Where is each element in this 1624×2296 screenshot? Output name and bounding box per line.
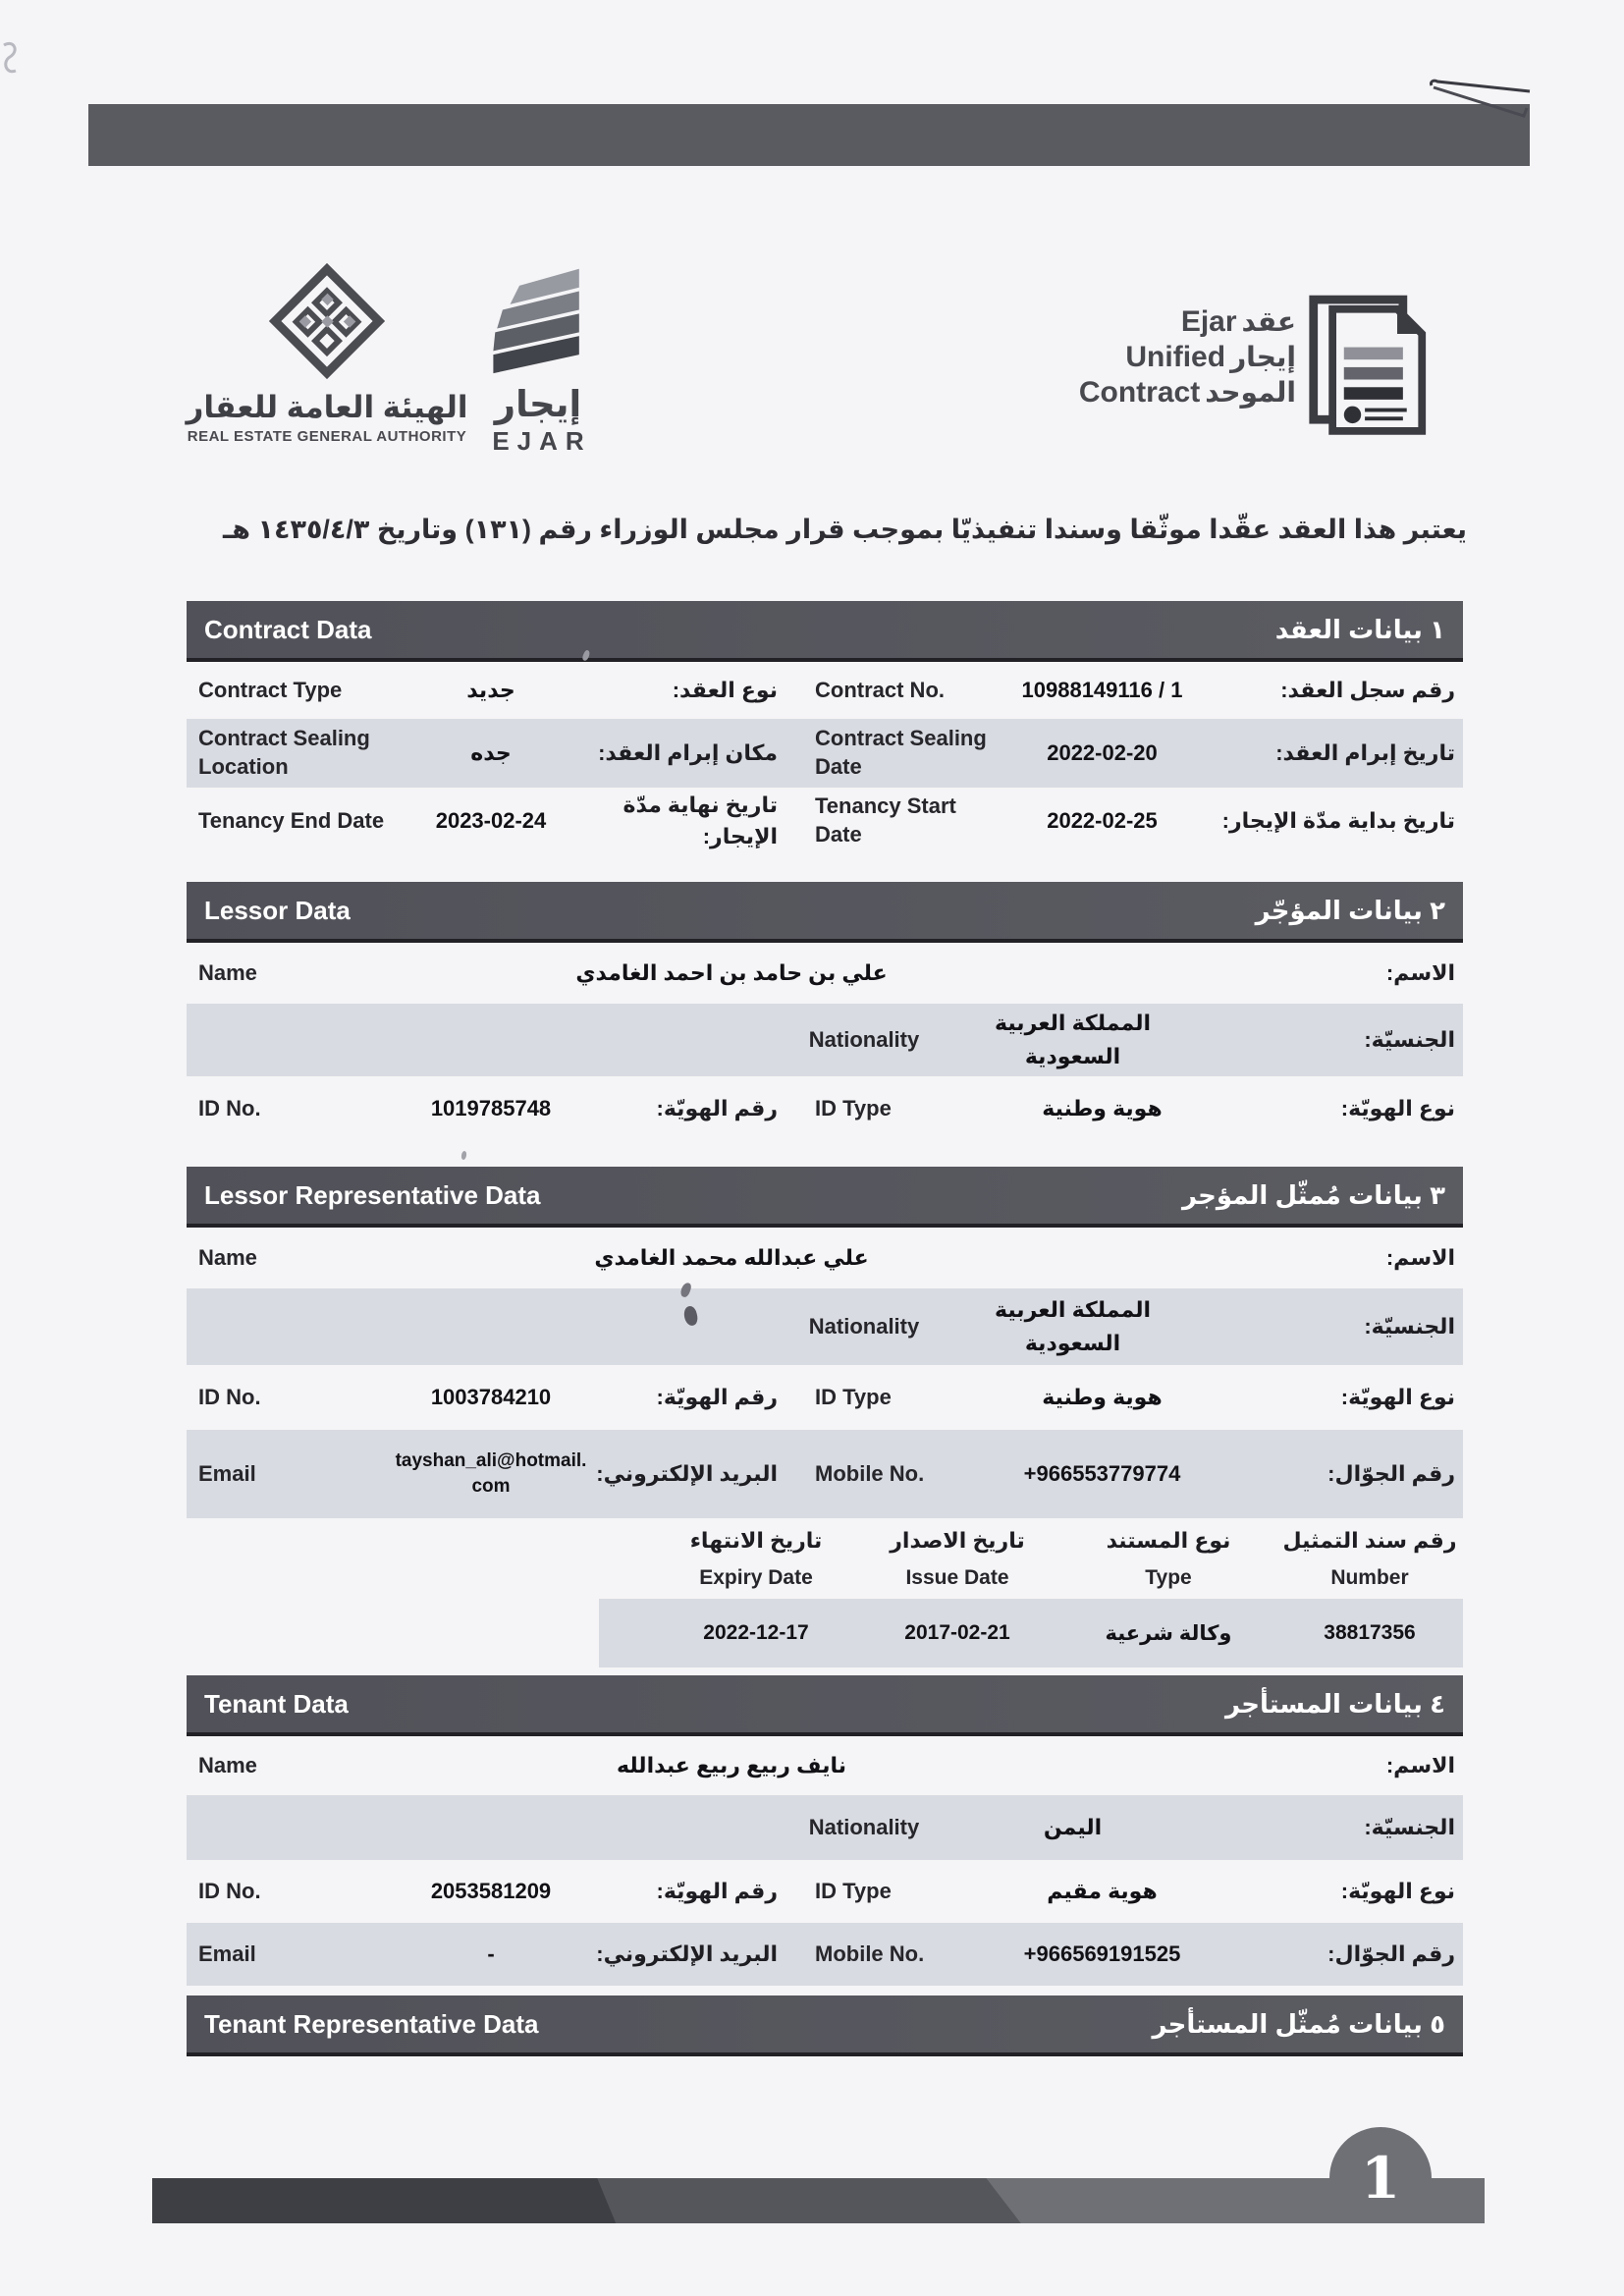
field-value: جديد <box>466 678 515 702</box>
doc-header-en: Expiry Date <box>699 1566 813 1590</box>
ejar-stripes-icon <box>482 263 594 377</box>
field-label-en: Tenancy End Date <box>198 807 385 833</box>
scan-artifact-wire <box>1414 61 1542 122</box>
doc-header-ar: نوع المستند <box>1106 1528 1231 1554</box>
section-title-ar: ٢ بيانات المؤجّر <box>1255 895 1445 925</box>
section-title-en: Contract Data <box>204 614 372 644</box>
table-row <box>187 1736 1463 1795</box>
field-label-ar: نوع الهويّة: <box>1340 1879 1455 1904</box>
field-label-ar: تاريخ بداية مدّة الإيجار: <box>1221 808 1455 834</box>
badge-ar-2: إيجار <box>1230 342 1296 372</box>
doc-header-ar: رقم سند التمثيل <box>1282 1528 1457 1554</box>
representation-doc-values-row <box>599 1599 1463 1667</box>
scan-artifact-mark <box>0 37 29 86</box>
field-label-en: ID No. <box>198 1878 261 1903</box>
doc-column-header <box>854 1525 1060 1591</box>
field-label-en: Nationality <box>808 1313 920 1339</box>
ejar-logo <box>469 263 607 457</box>
field-label-ar: رقم الهويّة: <box>656 1385 778 1410</box>
page-number: 1 <box>1360 2145 1401 2212</box>
doc-header-en: Issue Date <box>905 1566 1009 1590</box>
ejar-title-arabic: إيجار <box>494 384 582 424</box>
rega-title-arabic: الهيئة العامة للعقار <box>186 390 468 424</box>
rega-title-english: REAL ESTATE GENERAL AUTHORITY <box>187 428 467 445</box>
field-label-en: Contract No. <box>815 677 945 702</box>
table-row <box>187 1860 1463 1923</box>
badge-ar-1: عقد <box>1241 306 1296 337</box>
field-label-en: Mobile No. <box>815 1941 925 1966</box>
section-header-lessor-data <box>187 882 1463 943</box>
table-row <box>187 1430 1463 1518</box>
field-value: هوية مقيم <box>1047 1879 1158 1903</box>
field-label-en: Mobile No. <box>815 1460 925 1486</box>
field-value: 10988149116 / 1 <box>1021 678 1183 702</box>
badge-line-2 <box>1125 340 1296 375</box>
doc-column-header <box>658 1525 854 1591</box>
field-value: 1019785748 <box>430 1096 552 1121</box>
unified-contract-badge <box>1078 291 1434 438</box>
field-label-ar: نوع الهويّة: <box>1340 1096 1455 1121</box>
section-title-en: Lessor Data <box>204 895 351 925</box>
representation-doc-header-row <box>599 1518 1463 1599</box>
field-label-ar: تاريخ نهاية مدّة الإيجار: <box>623 793 778 848</box>
table-row <box>187 1004 1463 1076</box>
document-icon <box>1306 291 1430 438</box>
table-row <box>187 1288 1463 1365</box>
field-value: هوية وطنية <box>1042 1385 1163 1409</box>
section-title-en: Tenant Data <box>204 1688 349 1719</box>
field-label-ar: رقم سجل العقد: <box>1280 678 1455 703</box>
footer-bar <box>152 2178 1485 2223</box>
section-header-lessor-representative <box>187 1167 1463 1228</box>
badge-line-3 <box>1079 375 1296 410</box>
field-label-en: Contract Sealing Date <box>815 726 987 779</box>
badge-line-1 <box>1181 304 1296 340</box>
doc-header-en: Type <box>1145 1566 1192 1590</box>
field-label-en: ID Type <box>815 1095 892 1121</box>
field-label-en: ID Type <box>815 1878 892 1903</box>
field-label-en: Name <box>198 959 257 985</box>
field-label-en: Contract Sealing Location <box>198 726 370 779</box>
field-label-ar: الاسم: <box>1385 960 1455 986</box>
top-divider-bar <box>88 104 1530 166</box>
section-title-en: Lessor Representative Data <box>204 1179 541 1210</box>
doc-column-header <box>1060 1525 1276 1591</box>
doc-value: 38817356 <box>1324 1621 1416 1644</box>
field-label-en: Nationality <box>808 1026 920 1052</box>
doc-header-ar: تاريخ الانتهاء <box>689 1528 823 1554</box>
field-value: نايف ربيع ربيع عبدالله <box>616 1753 847 1777</box>
section-header-contract-data <box>187 601 1463 662</box>
table-row <box>187 943 1463 1004</box>
field-label-ar: نوع الهويّة: <box>1340 1385 1455 1410</box>
field-label-ar: رقم الهويّة: <box>656 1879 778 1904</box>
section-title-en: Tenant Representative Data <box>204 2008 539 2039</box>
section-title-ar: ١ بيانات العقد <box>1274 614 1445 644</box>
field-label-en: Tenancy Start Date <box>815 793 956 847</box>
badge-en-3: Contract <box>1078 376 1201 409</box>
legal-intro-line: يعتبر هذا العقد عقّدا موثّقا وسندا تنفيذيّا بموجب قرار مجلس الوزراء رقم (١٣١) وتاريخ ١٤٣٥/٤/٣ هـ <box>223 515 1467 544</box>
field-value: +966553779774 <box>1023 1461 1181 1486</box>
field-value: 2022-02-25 <box>1047 808 1158 833</box>
field-label-en: Nationality <box>808 1814 920 1839</box>
field-label-ar: البريد الإلكتروني: <box>596 1941 778 1967</box>
field-label-ar: الجنسيّة: <box>1364 1027 1455 1053</box>
field-value: هوية وطنية <box>1042 1096 1163 1121</box>
field-value: +966569191525 <box>1023 1941 1181 1966</box>
field-value: 2023-02-24 <box>435 808 547 833</box>
field-value: 2053581209 <box>430 1879 552 1903</box>
field-value: tayshan_ali@hotmail.com <box>395 1450 587 1497</box>
field-label-en: Contract Type <box>198 677 343 702</box>
field-value: - <box>487 1941 495 1966</box>
table-row <box>187 1076 1463 1141</box>
doc-header-en: Number <box>1330 1566 1409 1590</box>
field-label-en: Email <box>198 1941 256 1966</box>
field-label-en: ID No. <box>198 1384 261 1409</box>
section-title-ar: ٤ بيانات المستأجر <box>1225 1688 1445 1719</box>
contract-tables <box>187 601 1463 2056</box>
section-header-tenant-representative <box>187 1995 1463 2056</box>
field-value: اليمن <box>1043 1815 1103 1839</box>
field-value: 1003784210 <box>430 1385 552 1409</box>
table-row <box>187 662 1463 719</box>
badge-en-1: Ejar <box>1180 305 1237 338</box>
table-row <box>187 1795 1463 1860</box>
field-label-ar: نوع العقد: <box>672 678 778 703</box>
ejar-title-english: EJAR <box>492 426 592 456</box>
field-label-en: Email <box>198 1460 256 1486</box>
doc-value: وكالة شرعية <box>1105 1621 1232 1645</box>
field-label-ar: البريد الإلكتروني: <box>596 1461 778 1487</box>
rega-diamond-icon <box>269 263 385 379</box>
table-row <box>187 719 1463 788</box>
doc-column-header <box>1276 1525 1463 1591</box>
field-label-en: Name <box>198 1244 257 1270</box>
field-label-ar: رقم الجوّال: <box>1327 1941 1455 1967</box>
rega-logo <box>175 263 479 445</box>
field-value: علي بن حامد بن احمد الغامدي <box>575 960 888 985</box>
field-label-en: Name <box>198 1752 257 1777</box>
badge-text <box>1078 304 1296 410</box>
field-label-ar: مكان إبرام العقد: <box>598 740 778 766</box>
field-label-ar: الاسم: <box>1385 1753 1455 1778</box>
doc-value: 2022-12-17 <box>703 1621 809 1644</box>
table-row <box>187 788 1463 854</box>
field-label-ar: الجنسيّة: <box>1364 1314 1455 1339</box>
badge-en-2: Unified <box>1125 341 1226 373</box>
section-title-ar: ٣ بيانات مُمثّل المؤجر <box>1181 1179 1445 1210</box>
field-label-en: ID No. <box>198 1095 261 1121</box>
field-label-ar: الجنسيّة: <box>1364 1815 1455 1840</box>
badge-ar-3: الموحد <box>1205 377 1296 408</box>
table-row <box>187 1923 1463 1986</box>
field-label-ar: رقم الجوّال: <box>1327 1461 1455 1487</box>
doc-header-ar: تاريخ الاصدار <box>890 1528 1025 1554</box>
table-row <box>187 1228 1463 1288</box>
field-label-ar: رقم الهويّة: <box>656 1096 778 1121</box>
field-value: 2022-02-20 <box>1047 740 1158 765</box>
doc-value: 2017-02-21 <box>904 1621 1010 1644</box>
section-title-ar: ٥ بيانات مُمثّل المستأجر <box>1152 2008 1445 2039</box>
table-row <box>187 1365 1463 1430</box>
field-label-en: ID Type <box>815 1384 892 1409</box>
field-label-ar: الاسم: <box>1385 1245 1455 1271</box>
section-header-tenant-data <box>187 1675 1463 1736</box>
field-label-ar: تاريخ إبرام العقد: <box>1275 740 1455 766</box>
field-value: المملكة العربية السعودية <box>994 1010 1152 1068</box>
field-value: جده <box>470 740 512 765</box>
field-value: علي عبدالله محمد الغامدي <box>594 1245 869 1270</box>
field-value: المملكة العربية السعودية <box>994 1296 1152 1355</box>
